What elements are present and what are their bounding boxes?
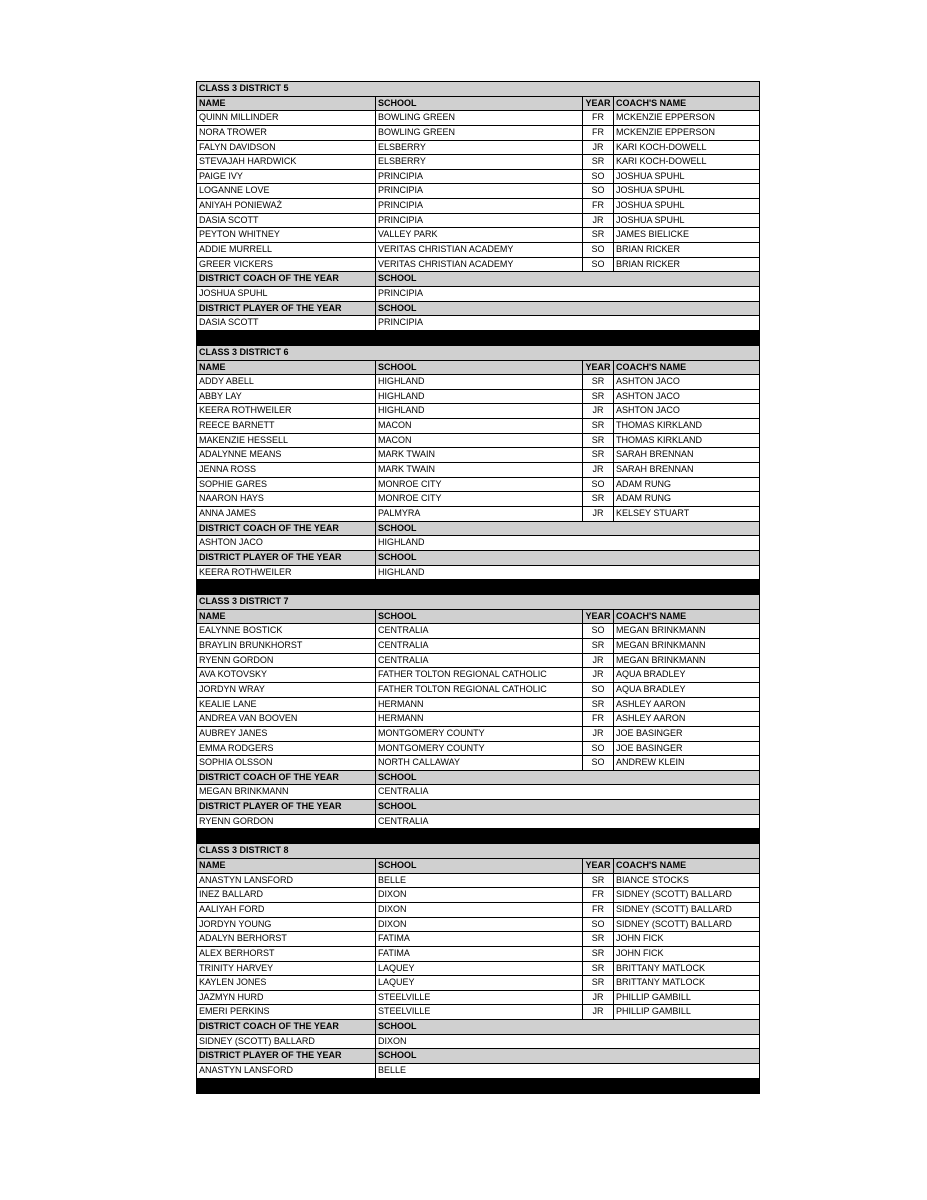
coach-award-label: DISTRICT COACH OF THE YEAR [197, 1020, 376, 1034]
table-row [197, 742, 759, 757]
table-row [197, 434, 759, 449]
player-year: SR [583, 155, 614, 169]
player-name: ADDIE MURRELL [197, 243, 376, 257]
table-row [197, 918, 759, 933]
player-coach: JOHN FICK [616, 947, 664, 958]
player-school: VERITAS CHRISTIAN ACADEMY [376, 243, 583, 257]
district-title: CLASS 3 DISTRICT 5 [199, 83, 289, 93]
coach-award-school: CENTRALIA [378, 786, 429, 797]
table-row [197, 258, 759, 273]
player-coach: ADAM RUNG [616, 478, 672, 489]
player-coach: SIDNEY (SCOTT) BALLARD [616, 889, 732, 900]
section-divider [197, 331, 759, 346]
table-row [197, 932, 759, 947]
player-coach: ASHTON JACO [616, 390, 680, 401]
player-award-label: DISTRICT PLAYER OF THE YEAR [197, 302, 376, 316]
player-coach: AQUA BRADLEY [616, 683, 686, 694]
header-name: NAME [197, 859, 376, 873]
table-row [197, 888, 759, 903]
table-row [197, 243, 759, 258]
player-school: HIGHLAND [376, 375, 583, 389]
player-year: JR [583, 1005, 614, 1019]
player-school: MARK TWAIN [376, 463, 583, 477]
coach-award-row [197, 536, 759, 551]
player-coach: ASHTON JACO [616, 376, 680, 387]
header-year: YEAR [583, 859, 614, 873]
player-name: KEERA ROTHWEILER [197, 404, 376, 418]
player-name: SOPHIE GARES [197, 478, 376, 492]
player-year: JR [583, 507, 614, 521]
player-coach: ASHTON JACO [616, 405, 680, 416]
column-header-row [197, 859, 759, 874]
player-school: FATHER TOLTON REGIONAL CATHOLIC [376, 668, 583, 682]
player-name: INEZ BALLARD [197, 888, 376, 902]
player-year: JR [583, 654, 614, 668]
player-coach: SIDNEY (SCOTT) BALLARD [616, 903, 732, 914]
player-coach: SARAH BRENNAN [616, 449, 694, 460]
header-name: NAME [197, 97, 376, 111]
coach-award-row [197, 1035, 759, 1050]
player-school: BOWLING GREEN [376, 126, 583, 140]
section-divider [197, 580, 759, 595]
player-year: SO [583, 624, 614, 638]
player-name: LOGANNE LOVE [197, 184, 376, 198]
coach-award-school: HIGHLAND [378, 537, 425, 548]
player-name: NORA TROWER [197, 126, 376, 140]
table-row [197, 668, 759, 683]
table-row [197, 214, 759, 229]
player-school: CENTRALIA [376, 624, 583, 638]
player-name: STEVAJAH HARDWICK [197, 155, 376, 169]
player-year: JR [583, 668, 614, 682]
player-coach: KELSEY STUART [616, 507, 690, 518]
player-school: PRINCIPIA [376, 214, 583, 228]
player-name: JENNA ROSS [197, 463, 376, 477]
player-year: FR [583, 111, 614, 125]
player-school: MONROE CITY [376, 492, 583, 506]
player-name: EMERI PERKINS [197, 1005, 376, 1019]
player-name: NAARON HAYS [197, 492, 376, 506]
player-year: SR [583, 448, 614, 462]
table-row [197, 199, 759, 214]
player-award-row [197, 316, 759, 331]
player-award-label: DISTRICT PLAYER OF THE YEAR [197, 551, 376, 565]
player-award-name: ANASTYN LANSFORD [197, 1064, 376, 1078]
player-award-label: DISTRICT PLAYER OF THE YEAR [197, 800, 376, 814]
player-coach: JAMES BIELICKE [616, 229, 690, 240]
table-row [197, 756, 759, 771]
player-name: EMMA RODGERS [197, 742, 376, 756]
column-header-row [197, 361, 759, 376]
player-coach: JOSHUA SPUHL [616, 185, 685, 196]
player-coach: MEGAN BRINKMANN [616, 640, 706, 651]
player-coach: SIDNEY (SCOTT) BALLARD [616, 918, 732, 929]
player-year: JR [583, 727, 614, 741]
player-school: MACON [376, 419, 583, 433]
player-award-header-row [197, 1049, 759, 1064]
table-row [197, 463, 759, 478]
coach-award-header-row [197, 1020, 759, 1035]
player-award-school: BELLE [378, 1065, 407, 1075]
player-school: STEELVILLE [376, 991, 583, 1005]
table-row [197, 448, 759, 463]
coach-award-name: MEGAN BRINKMANN [197, 785, 376, 799]
table-row [197, 874, 759, 889]
player-name: ANDREA VAN BOOVEN [197, 712, 376, 726]
player-coach: ADAM RUNG [616, 493, 672, 504]
player-coach: MEGAN BRINKMANN [616, 625, 706, 636]
coach-award-label: DISTRICT COACH OF THE YEAR [197, 522, 376, 536]
district-title: CLASS 3 DISTRICT 8 [199, 845, 289, 856]
player-year: SO [583, 683, 614, 697]
player-school: ELSBERRY [376, 155, 583, 169]
player-name: ADALYN BERHORST [197, 932, 376, 946]
table-row [197, 962, 759, 977]
table-row [197, 419, 759, 434]
player-year: SO [583, 478, 614, 492]
player-year: FR [583, 903, 614, 917]
header-coach: COACH'S NAME [616, 860, 687, 871]
table-row [197, 624, 759, 639]
player-award-name: DASIA SCOTT [197, 316, 376, 330]
player-award-row [197, 566, 759, 581]
player-award-row [197, 815, 759, 830]
player-year: JR [583, 141, 614, 155]
player-year: SR [583, 932, 614, 946]
player-award-school: CENTRALIA [378, 815, 429, 826]
player-name: EALYNNE BOSTICK [197, 624, 376, 638]
player-year: FR [583, 712, 614, 726]
player-name: RYENN GORDON [197, 654, 376, 668]
player-year: SR [583, 492, 614, 506]
player-award-label: DISTRICT PLAYER OF THE YEAR [197, 1049, 376, 1063]
section-divider [197, 829, 759, 844]
player-year: JR [583, 463, 614, 477]
player-year: SO [583, 258, 614, 272]
player-year: SR [583, 698, 614, 712]
player-year: SO [583, 184, 614, 198]
player-year: SO [583, 243, 614, 257]
player-coach: JOE BASINGER [616, 727, 683, 738]
player-name: REECE BARNETT [197, 419, 376, 433]
player-school: LAQUEY [376, 976, 583, 990]
table-row [197, 492, 759, 507]
coach-award-school-label: SCHOOL [378, 273, 417, 284]
coach-award-label: DISTRICT COACH OF THE YEAR [197, 272, 376, 286]
player-coach: THOMAS KIRKLAND [616, 420, 703, 431]
coach-award-name: JOSHUA SPUHL [197, 287, 376, 301]
header-year: YEAR [583, 610, 614, 624]
player-coach: SARAH BRENNAN [616, 464, 694, 475]
player-award-school: PRINCIPIA [378, 317, 424, 328]
coach-award-school-label: SCHOOL [378, 1021, 417, 1032]
header-school: SCHOOL [376, 97, 583, 111]
player-award-name: RYENN GORDON [197, 815, 376, 829]
player-school: FATIMA [376, 947, 583, 961]
district-title-row [197, 346, 759, 361]
player-award-header-row [197, 800, 759, 815]
player-coach: AQUA BRADLEY [616, 669, 686, 680]
player-name: ANNA JAMES [197, 507, 376, 521]
player-coach: MCKENZIE EPPERSON [616, 126, 716, 137]
player-name: JORDYN YOUNG [197, 918, 376, 932]
player-name: BRAYLIN BRUNKHORST [197, 639, 376, 653]
table-row [197, 170, 759, 185]
header-year: YEAR [583, 97, 614, 111]
player-school: MONTGOMERY COUNTY [376, 742, 583, 756]
player-name: DASIA SCOTT [197, 214, 376, 228]
player-name: ADDY ABELL [197, 375, 376, 389]
player-school: PALMYRA [376, 507, 583, 521]
player-coach: KARI KOCH-DOWELL [616, 141, 707, 152]
player-school: HERMANN [376, 712, 583, 726]
player-school: HERMANN [376, 698, 583, 712]
table-row [197, 390, 759, 405]
player-name: PEYTON WHITNEY [197, 228, 376, 242]
player-award-school-label: SCHOOL [378, 801, 417, 812]
player-school: HIGHLAND [376, 404, 583, 418]
player-year: SR [583, 419, 614, 433]
player-name: AALIYAH FORD [197, 903, 376, 917]
player-year: JR [583, 991, 614, 1005]
player-coach: BRIAN RICKER [616, 244, 681, 255]
player-school: FATIMA [376, 932, 583, 946]
table-row [197, 228, 759, 243]
player-name: JAZMYN HURD [197, 991, 376, 1005]
player-award-name: KEERA ROTHWEILER [197, 566, 376, 580]
coach-award-label: DISTRICT COACH OF THE YEAR [197, 771, 376, 785]
coach-award-name: SIDNEY (SCOTT) BALLARD [197, 1035, 376, 1049]
coach-award-school-label: SCHOOL [378, 771, 417, 782]
player-coach: PHILLIP GAMBILL [616, 991, 691, 1002]
player-school: VERITAS CHRISTIAN ACADEMY [376, 258, 583, 272]
player-school: BELLE [376, 874, 583, 888]
player-school: BOWLING GREEN [376, 111, 583, 125]
table-row [197, 903, 759, 918]
player-year: SR [583, 390, 614, 404]
player-coach: BRITTANY MATLOCK [616, 977, 706, 988]
coach-award-row [197, 785, 759, 800]
table-row [197, 639, 759, 654]
player-name: KEALIE LANE [197, 698, 376, 712]
coach-award-school: DIXON [378, 1035, 407, 1046]
player-coach: MEGAN BRINKMANN [616, 654, 706, 665]
district-title: CLASS 3 DISTRICT 7 [199, 596, 289, 607]
player-year: SR [583, 874, 614, 888]
player-year: SR [583, 947, 614, 961]
player-year: SO [583, 742, 614, 756]
player-school: ELSBERRY [376, 141, 583, 155]
player-coach: BRITTANY MATLOCK [616, 962, 706, 973]
player-school: PRINCIPIA [376, 170, 583, 184]
player-school: NORTH CALLAWAY [376, 756, 583, 770]
player-coach: JOE BASINGER [616, 742, 683, 753]
player-school: MONTGOMERY COUNTY [376, 727, 583, 741]
table-row [197, 184, 759, 199]
player-year: FR [583, 199, 614, 213]
player-name: MAKENZIE HESSELL [197, 434, 376, 448]
player-school: MACON [376, 434, 583, 448]
player-school: FATHER TOLTON REGIONAL CATHOLIC [376, 683, 583, 697]
column-header-row [197, 97, 759, 112]
player-school: PRINCIPIA [376, 199, 583, 213]
player-year: SR [583, 639, 614, 653]
player-award-school-label: SCHOOL [378, 1050, 417, 1061]
coach-award-header-row [197, 272, 759, 287]
player-year: SR [583, 962, 614, 976]
player-name: GREER VICKERS [197, 258, 376, 272]
player-school: CENTRALIA [376, 654, 583, 668]
player-school: DIXON [376, 918, 583, 932]
player-school: STEELVILLE [376, 1005, 583, 1019]
coach-award-row [197, 287, 759, 302]
all-district-table [196, 81, 760, 1094]
district-title: CLASS 3 DISTRICT 6 [199, 346, 289, 357]
table-row [197, 111, 759, 126]
district-title-row [197, 82, 759, 97]
player-name: FALYN DAVIDSON [197, 141, 376, 155]
player-name: JORDYN WRAY [197, 683, 376, 697]
player-year: SO [583, 756, 614, 770]
table-row [197, 698, 759, 713]
player-coach: ANDREW KLEIN [616, 757, 685, 768]
player-school: DIXON [376, 903, 583, 917]
table-row [197, 947, 759, 962]
player-school: DIXON [376, 888, 583, 902]
header-coach: COACH'S NAME [616, 361, 687, 372]
player-coach: ASHLEY AARON [616, 713, 686, 724]
player-name: PAIGE IVY [197, 170, 376, 184]
header-name: NAME [197, 610, 376, 624]
player-coach: JOHN FICK [616, 933, 664, 944]
player-name: ABBY LAY [197, 390, 376, 404]
table-row [197, 1005, 759, 1020]
player-school: VALLEY PARK [376, 228, 583, 242]
player-name: AUBREY JANES [197, 727, 376, 741]
table-row [197, 478, 759, 493]
player-school: PRINCIPIA [376, 184, 583, 198]
player-name: ANIYAH PONIEWAŻ [197, 199, 376, 213]
column-header-row [197, 610, 759, 625]
player-award-header-row [197, 551, 759, 566]
player-year: SO [583, 918, 614, 932]
coach-award-name: ASHTON JACO [197, 536, 376, 550]
player-year: SO [583, 170, 614, 184]
table-row [197, 126, 759, 141]
player-name: TRINITY HARVEY [197, 962, 376, 976]
player-award-school-label: SCHOOL [378, 551, 417, 562]
player-coach: BIANCE STOCKS [616, 874, 689, 885]
player-coach: KARI KOCH-DOWELL [616, 156, 707, 167]
player-name: ALEX BERHORST [197, 947, 376, 961]
player-school: CENTRALIA [376, 639, 583, 653]
header-year: YEAR [583, 361, 614, 375]
player-year: JR [583, 214, 614, 228]
district-title-row [197, 595, 759, 610]
player-coach: JOSHUA SPUHL [616, 214, 685, 225]
player-coach: MCKENZIE EPPERSON [616, 112, 716, 123]
player-award-school: HIGHLAND [378, 566, 425, 577]
header-school: SCHOOL [376, 610, 583, 624]
player-award-school-label: SCHOOL [378, 302, 417, 313]
table-row [197, 507, 759, 522]
table-row [197, 141, 759, 156]
player-coach: PHILLIP GAMBILL [616, 1006, 691, 1017]
player-year: FR [583, 126, 614, 140]
table-row [197, 155, 759, 170]
header-coach: COACH'S NAME [616, 97, 687, 108]
player-year: JR [583, 404, 614, 418]
player-name: AVA KOTOVSKY [197, 668, 376, 682]
player-year: FR [583, 888, 614, 902]
header-school: SCHOOL [376, 859, 583, 873]
player-coach: JOSHUA SPUHL [616, 200, 685, 211]
table-row [197, 991, 759, 1006]
player-year: SR [583, 976, 614, 990]
player-year: SR [583, 228, 614, 242]
player-school: MARK TWAIN [376, 448, 583, 462]
table-row [197, 404, 759, 419]
player-name: QUINN MILLINDER [197, 111, 376, 125]
table-row [197, 976, 759, 991]
player-coach: THOMAS KIRKLAND [616, 434, 703, 445]
player-coach: JOSHUA SPUHL [616, 170, 685, 181]
player-coach: BRIAN RICKER [616, 258, 681, 269]
coach-award-school-label: SCHOOL [378, 522, 417, 533]
section-divider [197, 1079, 759, 1094]
table-row [197, 375, 759, 390]
header-coach: COACH'S NAME [616, 610, 687, 621]
coach-award-school: PRINCIPIA [378, 287, 424, 298]
player-school: HIGHLAND [376, 390, 583, 404]
player-name: SOPHIA OLSSON [197, 756, 376, 770]
table-row [197, 654, 759, 669]
player-year: SR [583, 375, 614, 389]
player-name: ADALYNNE MEANS [197, 448, 376, 462]
player-award-row [197, 1064, 759, 1079]
district-title-row [197, 844, 759, 859]
player-school: LAQUEY [376, 962, 583, 976]
player-coach: ASHLEY AARON [616, 698, 686, 709]
table-row [197, 683, 759, 698]
table-row [197, 727, 759, 742]
player-year: SR [583, 434, 614, 448]
player-name: KAYLEN JONES [197, 976, 376, 990]
coach-award-header-row [197, 771, 759, 786]
header-school: SCHOOL [376, 361, 583, 375]
coach-award-header-row [197, 522, 759, 537]
player-award-header-row [197, 302, 759, 317]
player-name: ANASTYN LANSFORD [197, 874, 376, 888]
player-school: MONROE CITY [376, 478, 583, 492]
table-row [197, 712, 759, 727]
header-name: NAME [197, 361, 376, 375]
